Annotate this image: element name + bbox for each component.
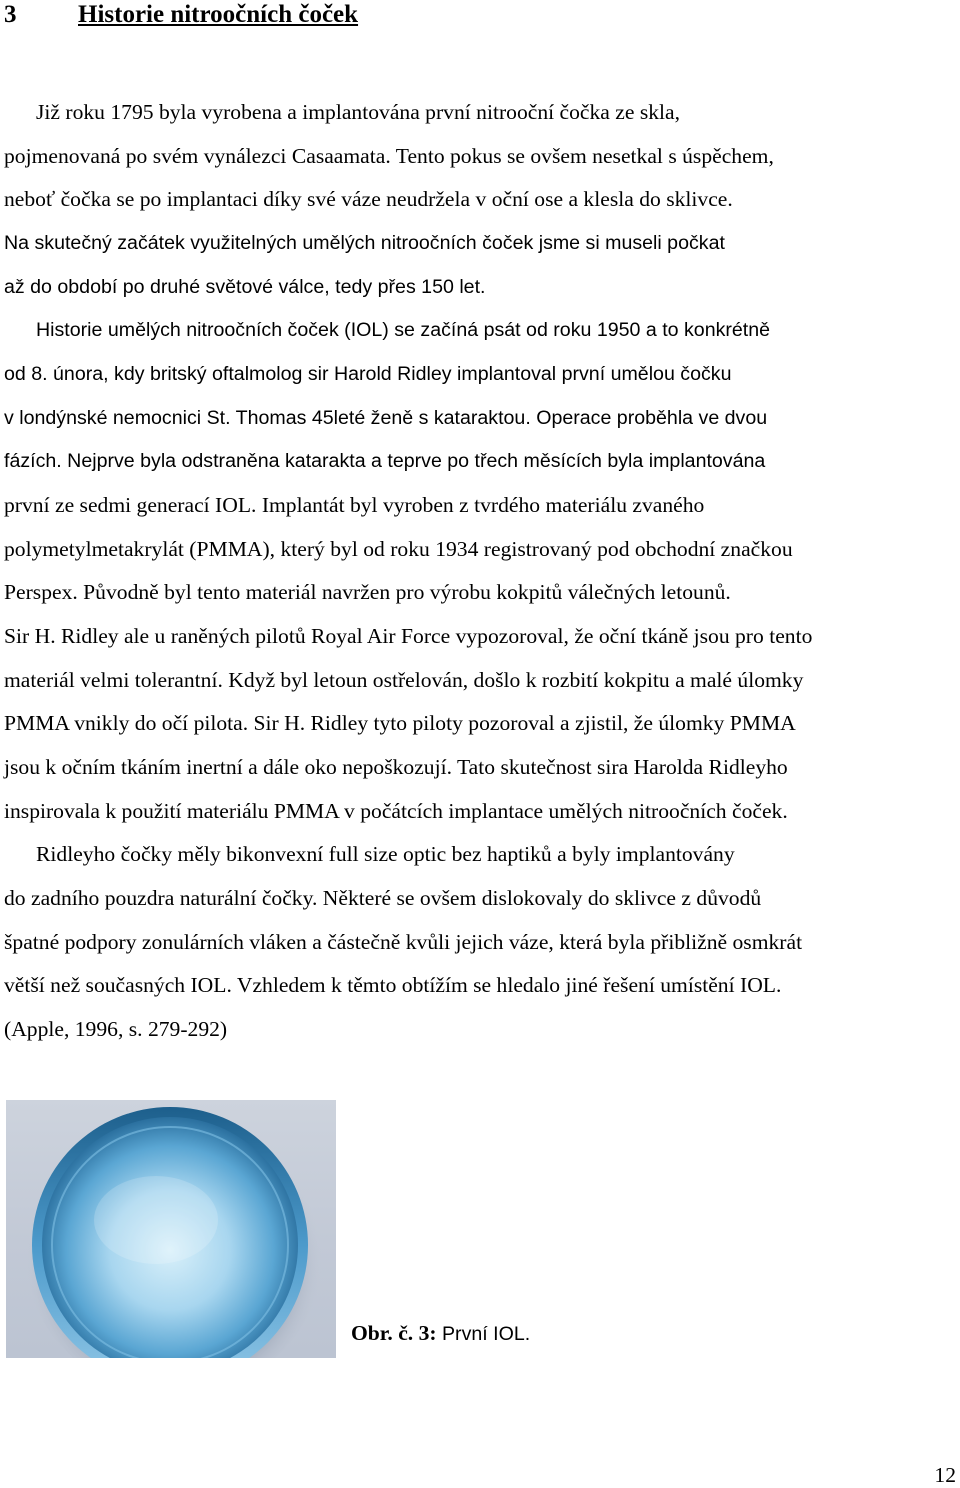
body-line: od 8. února, kdy britský oftalmolog sir Harold Ridley implantoval první umělou čočku	[4, 363, 732, 385]
body-line: větší než současných IOL. Vzhledem k těmto obtížím se hledalo jiné řešení umístění IOL.	[4, 973, 782, 997]
body-line: inspirovala k použití materiálu PMMA v počátcích implantace umělých nitroočních čoček.	[4, 799, 788, 823]
body-line: neboť čočka se po implantaci díky své váze neudržela v oční ose a klesla do sklivce.	[4, 187, 733, 211]
lens-highlight	[94, 1176, 218, 1264]
body-line: pojmenovaná po svém vynálezci Casaamata. Tento pokus se ovšem nesetkal s úspěchem,	[4, 144, 774, 168]
body-line: do zadního pouzdra naturální čočky. Některé se ovšem dislokovaly do sklivce z důvodů	[4, 886, 762, 910]
body-line: materiál velmi tolerantní. Když byl letoun ostřelován, došlo k rozbití kokpitu a malé úlomky	[4, 668, 804, 692]
figure-caption-label: Obr. č. 3:	[351, 1321, 437, 1345]
body-line: až do období po druhé světové válce, tedy přes 150 let.	[4, 276, 486, 298]
body-line: (Apple, 1996, s. 279-292)	[4, 1017, 228, 1041]
section-number: 3	[4, 1, 17, 28]
lens-illustration	[6, 1100, 336, 1358]
iol-lens-image	[6, 1100, 336, 1358]
body-line: Historie umělých nitroočních čoček (IOL) se začíná psát od roku 1950 a to konkrétně	[36, 319, 771, 341]
body-line: Sir H. Ridley ale u raněných pilotů Royal Air Force vypozoroval, že oční tkáně jsou pro tento	[4, 624, 813, 648]
figure-caption-text: První IOL.	[441, 1323, 531, 1345]
body-line: jsou k očním tkáním inertní a dále oko nepoškozují. Tato skutečnost sira Harolda Ridleyho	[4, 755, 788, 779]
section-heading	[4, 0, 358, 31]
section-title: Historie nitroočních čoček	[78, 1, 359, 28]
body-line: špatné podpory zonulárních vláken a částečně kvůli jejich váze, která byla přibližně osmkrát	[4, 930, 803, 954]
figure-caption	[351, 1319, 530, 1348]
body-line: první ze sedmi generací IOL. Implantát byl vyroben z tvrdého materiálu zvaného	[4, 493, 705, 517]
body-line: polymetylmetakrylát (PMMA), který byl od roku 1934 registrovaný pod obchodní značkou	[4, 537, 793, 561]
page-number: 12	[934, 1463, 956, 1487]
body-line: Již roku 1795 byla vyrobena a implantována první nitrooční čočka ze skla,	[36, 100, 681, 124]
body-line: Na skutečný začátek využitelných umělých nitroočních čoček jsme si museli počkat	[4, 232, 725, 254]
body-line: fázích. Nejprve byla odstraněna katarakta a teprve po třech měsících byla implantována	[4, 450, 766, 472]
body-line: Perspex. Původně byl tento materiál navržen pro výrobu kokpitů válečných letounů.	[4, 580, 731, 604]
body-line: Ridleyho čočky měly bikonvexní full size optic bez haptiků a byly implantovány	[36, 842, 735, 866]
body-line: v londýnské nemocnici St. Thomas 45leté ženě s kataraktou. Operace proběhla ve dvou	[4, 407, 768, 429]
body-line: PMMA vnikly do očí pilota. Sir H. Ridley tyto piloty pozoroval a zjistil, že úlomky PMMA	[4, 711, 796, 735]
